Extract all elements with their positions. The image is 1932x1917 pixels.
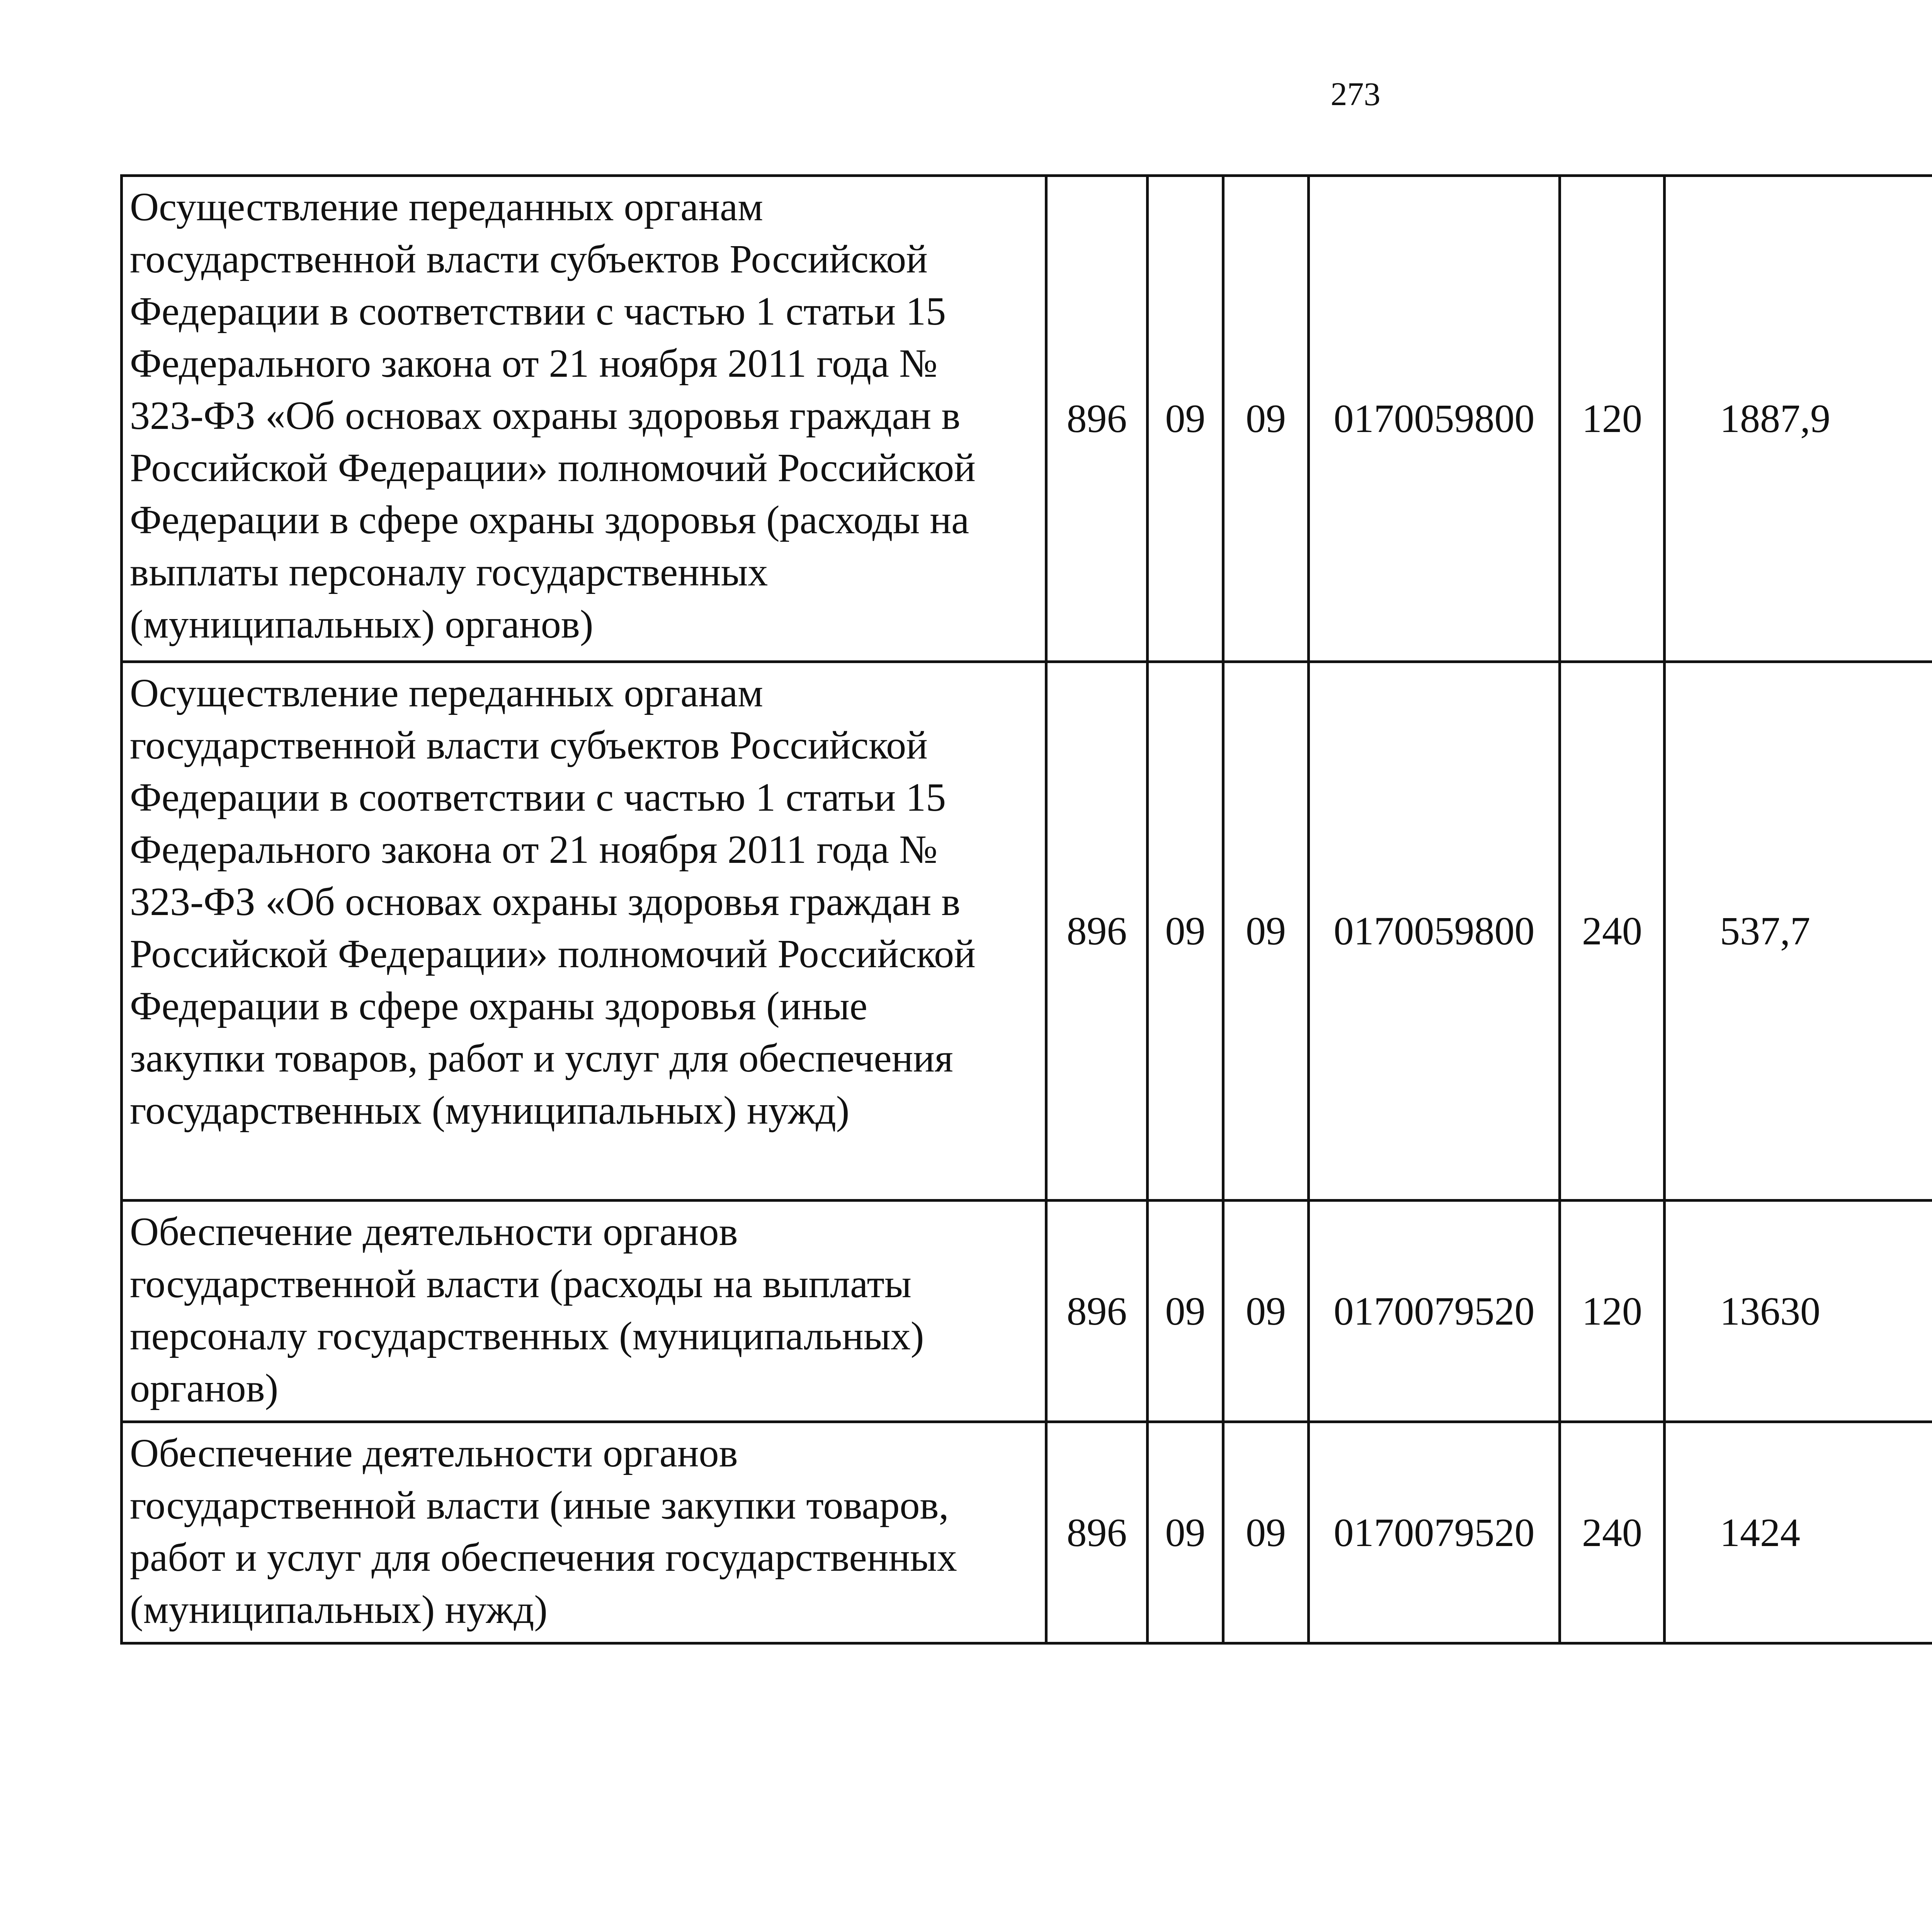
ministry-code: 896 <box>1046 1201 1148 1422</box>
expense-description: Обеспечение деятельности органов государственной власти (расходы на выплаты персоналу государственных (муниципальных) органов) <box>122 1201 1046 1422</box>
expense-type-code: 240 <box>1560 662 1665 1201</box>
target-article-code: 0170079520 <box>1309 1201 1560 1422</box>
expense-description: Осуществление переданных органам государственной власти субъектов Российской Федерации в соответствии с частью 1 статьи 15 Федерального закона от 21 ноября 2011 года № 323-ФЗ «Об основах охраны здоровья граждан в Российской Федерации» полномочий Российской Федерации в сфере охраны здоровья (расходы на выплаты персоналу государственных (муниципальных) органов) <box>122 176 1046 662</box>
table-row <box>122 662 1932 1201</box>
ministry-code: 896 <box>1046 1422 1148 1643</box>
expense-type-code: 120 <box>1560 176 1665 662</box>
subsection-code: 09 <box>1223 1201 1309 1422</box>
section-code: 09 <box>1148 1201 1223 1422</box>
target-article-code: 0170059800 <box>1309 662 1560 1201</box>
amount-year-1: 1887,9 <box>1665 176 1932 662</box>
amount-year-1: 537,7 <box>1665 662 1932 1201</box>
subsection-code: 09 <box>1223 1422 1309 1643</box>
ministry-code: 896 <box>1046 176 1148 662</box>
subsection-code: 09 <box>1223 662 1309 1201</box>
expense-type-code: 240 <box>1560 1422 1665 1643</box>
section-code: 09 <box>1148 662 1223 1201</box>
target-article-code: 0170079520 <box>1309 1422 1560 1643</box>
amount-year-1: 13630 <box>1665 1201 1932 1422</box>
section-code: 09 <box>1148 176 1223 662</box>
expense-type-code: 120 <box>1560 1201 1665 1422</box>
table-row <box>122 176 1932 662</box>
subsection-code: 09 <box>1223 176 1309 662</box>
expense-description: Осуществление переданных органам государственной власти субъектов Российской Федерации в соответствии с частью 1 статьи 15 Федерального закона от 21 ноября 2011 года № 323-ФЗ «Об основах охраны здоровья граждан в Российской Федерации» полномочий Российской Федерации в сфере охраны здоровья (иные закупки товаров, работ и услуг для обеспечения государственных (муниципальных) нужд) <box>122 662 1046 1201</box>
ministry-code: 896 <box>1046 662 1148 1201</box>
page-number: 273 <box>1330 75 1381 112</box>
table-row <box>122 1422 1932 1643</box>
amount-year-1: 1424 <box>1665 1422 1932 1643</box>
expense-description: Обеспечение деятельности органов государственной власти (иные закупки товаров, работ и услуг для обеспечения государственных (муниципальных) нужд) <box>122 1422 1046 1643</box>
table-row <box>122 1201 1932 1422</box>
target-article-code: 0170059800 <box>1309 176 1560 662</box>
budget-table <box>120 174 1932 1645</box>
section-code: 09 <box>1148 1422 1223 1643</box>
